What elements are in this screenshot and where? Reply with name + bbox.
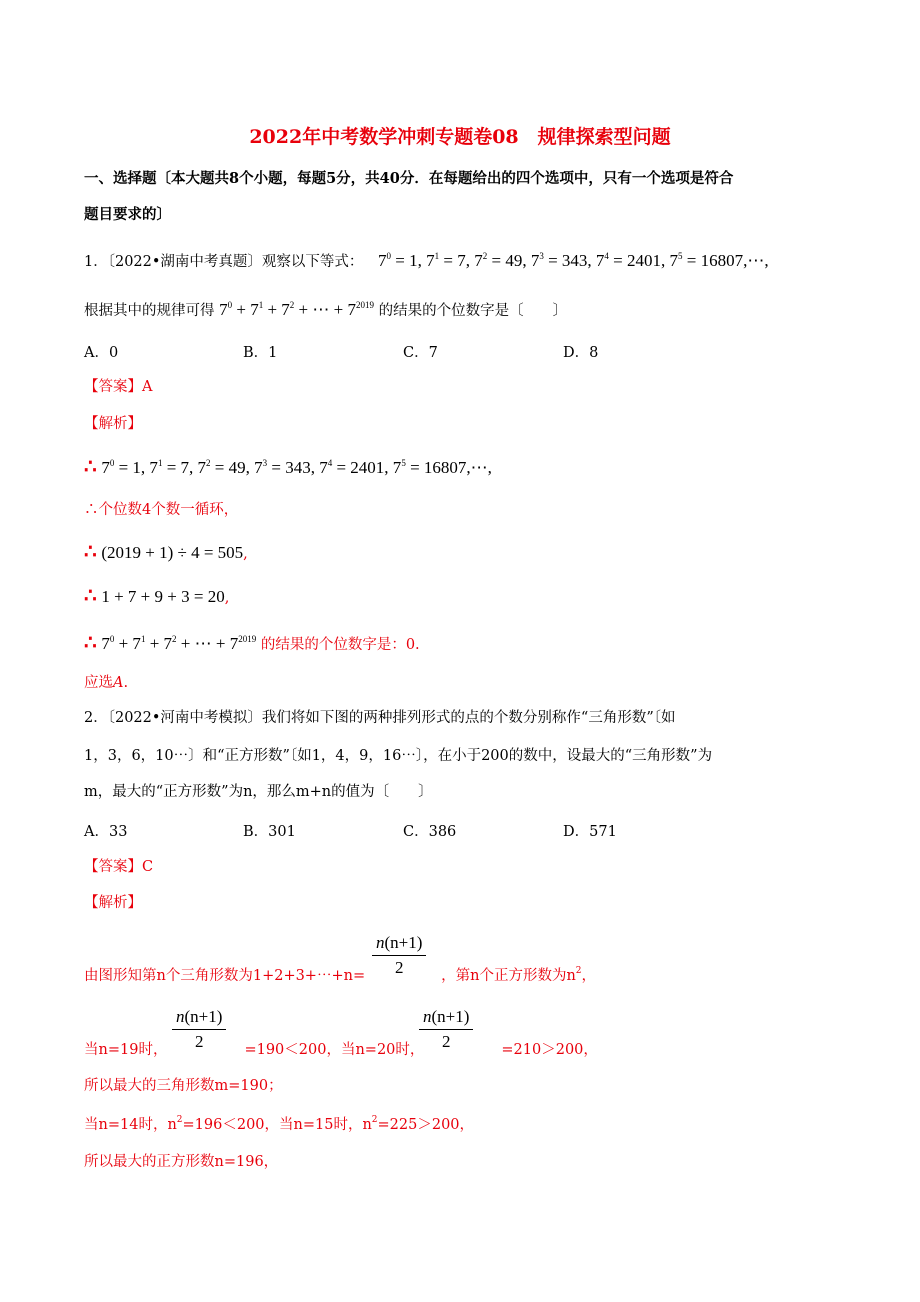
q2-stem-line2: 1，3，6，10⋯〕和“正方形数”〔如1，4，9，16⋯〕，在小于200的数中，设最大的“三角形数”为 (84, 748, 713, 764)
q2-analysis-label: 【解析】 (84, 895, 142, 911)
section-heading-line2: 题目要求的〕 (84, 206, 171, 223)
q2-stem-line3: m，最大的“正方形数”为n，那么m+n的值为〔 〕 (84, 784, 433, 800)
q2-step2: 当n=19时， =190＜200，当n=20时， =210＞200， (84, 1042, 598, 1058)
q1-step1-equation: $7^0 = 1$, $7^1 = 7$, $7^2 = 49$, $7^3 = 343$, $7^4 = 2401$, $7^5$ = 16807,⋯, (101, 458, 492, 477)
q1-step5: ∴ $7^0 + 7^1 + 7^2$ + ⋯ + $7^{2019}$ 的结果的个位数字是：0. (84, 630, 420, 654)
q1-step1: ∴ $7^0 = 1$, $7^1 = 7$, $7^2 = 49$, $7^3 = 343$, $7^4 = 2401$, $7^5$ = 16807,⋯, (84, 454, 492, 478)
q2-option-b: B．301 (243, 824, 296, 840)
q2-option-d: D．571 (563, 824, 617, 840)
q2-step4: 当n=14时，$n^2=196<200$，当n=15时，$n^2=225>200$， (84, 1115, 475, 1133)
q2-fraction-2: $\frac{n(n+1)}{2}$ (172, 1007, 226, 1052)
page-title: 2022年中考数学冲刺专题卷08 规律探索型问题 (249, 126, 671, 148)
q1-conclusion: 应选A. (84, 675, 129, 691)
q1-step3: ∴ (2019 + 1) ÷ 4 = 505, (84, 539, 248, 563)
q2-fraction-3: $\frac{n(n+1)}{2}$ (419, 1007, 473, 1052)
q1-sum-expression: $7^0 + 7^1 + 7^2$ + ⋯ + $7^{2019}$ (219, 300, 374, 319)
q1-option-c: C．7 (403, 345, 438, 361)
q1-option-b: B．1 (243, 345, 278, 361)
q1-stem-line1 (84, 251, 769, 272)
q2-option-a: A．33 (84, 824, 128, 840)
q1-option-a: A．0 (84, 345, 119, 361)
q2-step5: 所以最大的正方形数n=196， (84, 1154, 279, 1170)
q1-stem-line2: 根据其中的规律可得 $7^0 + 7^1 + 7^2$ + ⋯ + $7^{2019}$ 的结果的个位数字是〔 〕 (84, 300, 568, 319)
q1-option-d: D．8 (563, 345, 599, 361)
q2-option-c: C．386 (403, 824, 457, 840)
q1-prefix: 1．〔2022•湖南中考真题〕观察以下等式： (84, 254, 364, 270)
q2-answer: 【答案】C (84, 859, 154, 875)
q2-step1: 由图形知第n个三角形数为1+2+3+⋯+n= ，第n个正方形数为$n^2$， (84, 966, 597, 984)
q1-equation: $7^0 = 1$, $7^1 = 7$, $7^2 = 49$, $7^3 = 343$, $7^4 = 2401$, $7^5$ = 16807,⋯, (378, 251, 769, 270)
q1-step2: ∴个位数4个数一循环， (84, 502, 239, 518)
q1-step4: ∴ 1 + 7 + 9 + 3 = 20, (84, 583, 230, 607)
q2-step3: 所以最大的三角形数m=190； (84, 1078, 283, 1094)
q1-answer: 【答案】A (84, 379, 153, 395)
q2-stem-line1: 2．〔2022•河南中考模拟〕我们将如下图的两种排列形式的点的个数分别称作“三角形数”〔如 (84, 710, 676, 726)
section-heading-line1: 一、选择题〔本大题共8个小题，每题5分，共40分．在每题给出的四个选项中，只有一个选项是符合 (84, 170, 734, 187)
q1-analysis-label: 【解析】 (84, 416, 142, 432)
q2-fraction-1: $\frac{n(n+1)}{2}$ (372, 933, 426, 978)
